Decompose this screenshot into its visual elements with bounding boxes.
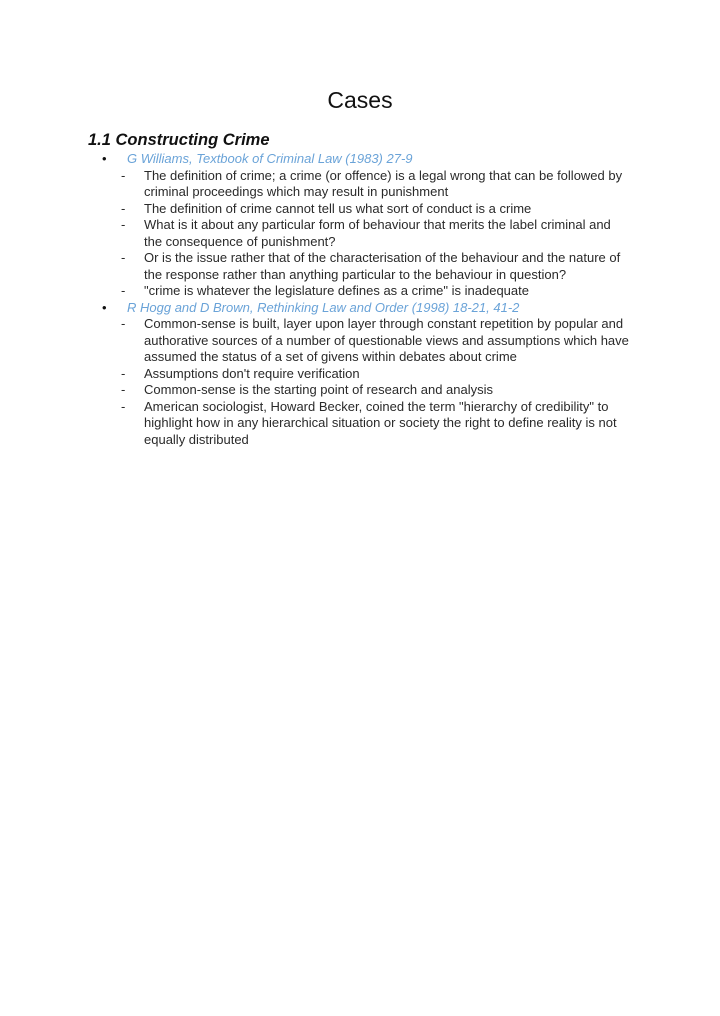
case-citation — [0, 151, 720, 168]
dash-icon: - — [121, 217, 126, 232]
dash-icon: - — [121, 382, 126, 397]
case-point-text: Common-sense is the starting point of research and analysis — [144, 382, 494, 397]
case-points — [0, 316, 720, 448]
dash-icon: - — [121, 316, 126, 331]
dash-icon: - — [121, 250, 126, 265]
case-point — [0, 366, 632, 383]
dash-icon: - — [121, 283, 126, 298]
case-point — [0, 399, 632, 449]
case-point-text: Assumptions don't require verification — [144, 365, 360, 381]
case-item — [0, 300, 720, 449]
case-citation-text: R Hogg and D Brown, Rethinking Law and Order (1998) 18-21, 41-2 — [127, 299, 520, 315]
case-list — [0, 151, 720, 448]
section-heading: 1.1 Constructing Crime — [88, 131, 270, 149]
dash-icon: - — [121, 398, 126, 414]
dash-icon: - — [121, 167, 126, 183]
case-point — [0, 217, 632, 250]
case-point-text: "crime is whatever the legislature defines as a crime" is inadequate — [144, 283, 529, 298]
bullet-icon: • — [102, 151, 107, 166]
case-item — [0, 151, 720, 300]
case-point-text: Common-sense is built, layer upon layer through constant repetition by popular and authorative sources of a number of questionable views and assumptions which have assumed the status of a set of givens within debates about crime — [144, 316, 629, 364]
case-point — [0, 382, 632, 399]
case-point — [0, 201, 632, 218]
case-point — [0, 316, 632, 366]
case-point — [0, 250, 632, 283]
case-point-text: Or is the issue rather that of the characterisation of the behaviour and the nature of the response rather than anything particular to the behaviour in question? — [144, 250, 621, 282]
case-point — [0, 168, 632, 201]
case-point-text: The definition of crime cannot tell us what sort of conduct is a crime — [144, 200, 532, 216]
case-citation-text: G Williams, Textbook of Criminal Law (1983) 27-9 — [127, 151, 413, 166]
case-points — [0, 168, 720, 300]
case-point-text: What is it about any particular form of behaviour that merits the label criminal and the consequence of punishment? — [144, 217, 611, 249]
case-point — [0, 283, 632, 300]
bullet-icon: • — [102, 299, 107, 315]
dash-icon: - — [121, 200, 126, 216]
case-point-text: The definition of crime; a crime (or offence) is a legal wrong that can be followed by criminal proceedings which may result in punishment — [144, 167, 623, 199]
case-point-text: American sociologist, Howard Becker, coined the term "hierarchy of credibility" to highlight how in any hierarchical situation or society the right to define reality is not equally distributed — [144, 398, 617, 447]
dash-icon: - — [121, 365, 126, 381]
case-citation — [0, 300, 720, 317]
document-title: Cases — [327, 87, 393, 113]
